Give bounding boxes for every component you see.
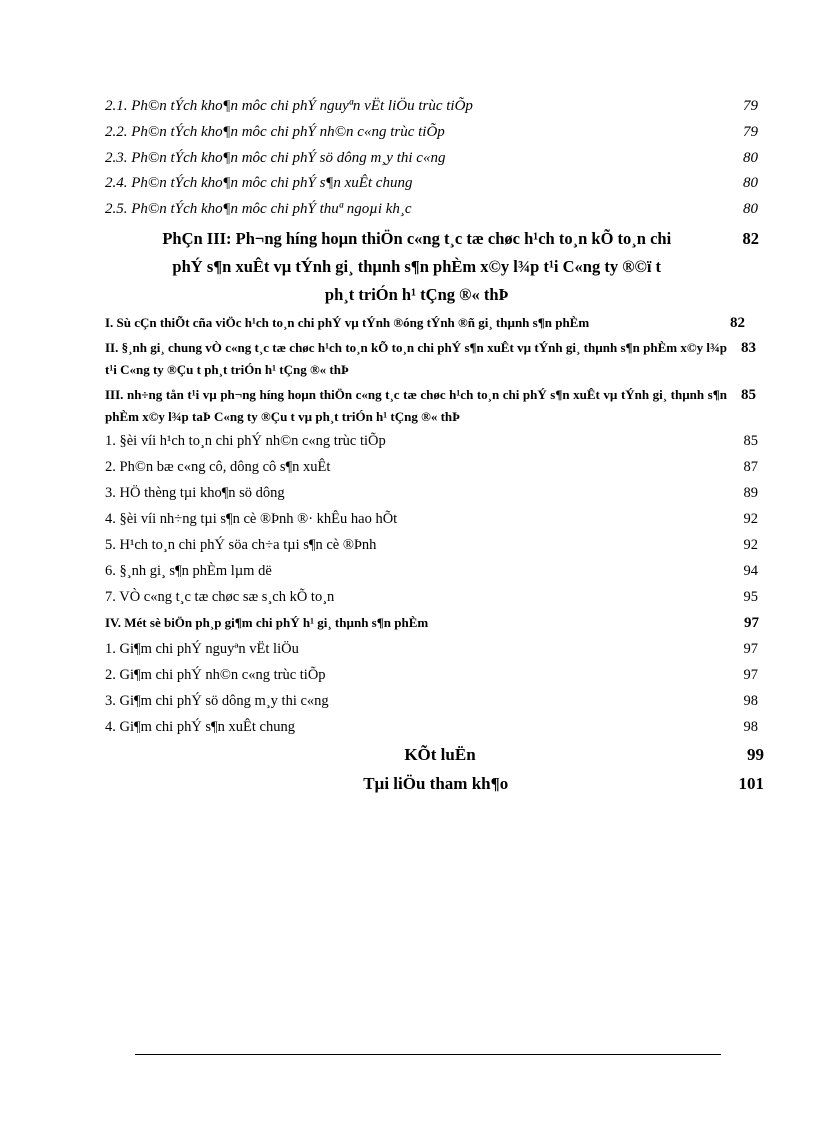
- footer-divider: [135, 1054, 721, 1055]
- toc-entry-title: 2.5. Ph©n tÝch kho¶n môc chi phÝ thuª ngoµi kh¸c: [105, 201, 412, 218]
- toc-entry: [105, 171, 767, 197]
- toc-entry-page: 80: [743, 175, 758, 192]
- toc-part-line: phÝ s¶n xuÊt vµ tÝnh gi¸ thµnh s¶n phÈm x©y l¾p t¹i C«ng ty ®©ï t: [172, 256, 662, 276]
- toc-part-page: 82: [742, 228, 759, 248]
- toc-item: [105, 532, 767, 558]
- toc-item-page: 98: [743, 718, 758, 735]
- toc-section-page: 85: [741, 386, 756, 403]
- toc-item-title: 4. Gi¶m chi phÝ s¶n xuÊt chung: [105, 718, 295, 735]
- toc-item-title: 4. §èi víi nh÷ng tµi s¶n cè ®Þnh ®· khÊu hao hÕt: [105, 510, 398, 527]
- toc-item-title: 7. VÒ c«ng t¸c tæ chøc sæ s¸ch kÕ to¸n: [105, 588, 335, 605]
- toc-item: [105, 662, 767, 688]
- toc-section: [105, 384, 767, 428]
- toc-section-page: 97: [744, 614, 759, 631]
- toc-entry-title: 2.3. Ph©n tÝch kho¶n môc chi phÝ sö dông m¸y thi c«ng: [105, 149, 446, 166]
- toc-item: [105, 480, 767, 506]
- toc-item-title: 1. §èi víi h¹ch to¸n chi phÝ nh©n c«ng trùc tiÕp: [105, 432, 386, 449]
- toc-references: [105, 769, 767, 798]
- toc-section-title: IV. Mét sè biÖn ph¸p gi¶m chi phÝ h¹ gi¸ thµnh s¶n phÈm: [105, 614, 429, 630]
- toc-conclusion-page: 99: [747, 744, 764, 764]
- toc-section-title: III. nh÷ng tån t¹i vµ ph¬ng híng hoµn thiÖn c«ng t¸c tæ chøc h¹ch to¸n chi phÝ s¶n xuÊt vµ tÝnh gi¸ thµnh s¶n phÈm x©y l¾p taÞ C«ng ty ®Çu t vµ ph¸t triÓn h¹ tÇng ®« thÞ: [105, 386, 727, 424]
- table-of-contents: [105, 94, 767, 798]
- toc-entry-page: 80: [743, 201, 758, 218]
- toc-item-page: 95: [743, 588, 758, 605]
- toc-item-page: 94: [743, 562, 758, 579]
- toc-item: [105, 454, 767, 480]
- toc-item-page: 97: [743, 640, 758, 657]
- toc-part-line: PhÇn III: Ph¬ng híng hoµn thiÖn c«ng t¸c tæ chøc h¹ch to¸n kÕ to¸n chi: [162, 228, 672, 248]
- toc-item-title: 2. Ph©n bæ c«ng cô, dông cô s¶n xuÊt: [105, 458, 331, 475]
- toc-entry-page: 79: [743, 123, 758, 140]
- toc-references-page: 101: [738, 773, 764, 793]
- toc-conclusion-title: KÕt luËn: [404, 744, 476, 764]
- toc-item-page: 89: [743, 484, 758, 501]
- toc-item-page: 87: [743, 458, 758, 475]
- toc-entry: [105, 94, 767, 120]
- toc-section-page: 83: [741, 339, 756, 356]
- toc-entry-page: 80: [743, 149, 758, 166]
- toc-entry: [105, 197, 767, 223]
- toc-entry-title: 2.2. Ph©n tÝch kho¶n môc chi phÝ nh©n c«ng trùc tiÕp: [105, 123, 445, 140]
- toc-references-title: Tµi liÖu tham kh¶o: [363, 773, 509, 793]
- toc-item-page: 97: [743, 666, 758, 683]
- toc-section-page: 82: [730, 314, 745, 331]
- toc-entry-title: 2.1. Ph©n tÝch kho¶n môc chi phÝ nguyªn vËt liÖu trùc tiÕp: [105, 98, 473, 114]
- toc-item-title: 5. H¹ch to¸n chi phÝ söa ch÷a tµi s¶n cè ®Þnh: [105, 536, 377, 553]
- toc-item-page: 92: [743, 510, 758, 527]
- toc-item: [105, 688, 767, 714]
- toc-part-line: ph¸t triÓn h¹ tÇng ®« thÞ: [324, 284, 509, 304]
- toc-item: [105, 558, 767, 584]
- toc-entry-page: 79: [743, 98, 758, 114]
- toc-item-page: 85: [743, 432, 758, 449]
- toc-item-page: 98: [743, 692, 758, 709]
- toc-item: [105, 714, 767, 740]
- toc-item-page: 92: [743, 536, 758, 553]
- toc-item-title: 1. Gi¶m chi phÝ nguyªn vËt liÖu: [105, 640, 299, 657]
- toc-item: [105, 584, 767, 610]
- toc-item-title: 3. HÖ thèng tµi kho¶n sö dông: [105, 484, 285, 501]
- toc-item: [105, 428, 767, 454]
- toc-section: [105, 610, 767, 636]
- toc-item: [105, 636, 767, 662]
- toc-entry-title: 2.4. Ph©n tÝch kho¶n môc chi phÝ s¶n xuÊt chung: [105, 175, 413, 192]
- toc-item: [105, 506, 767, 532]
- toc-item-title: 3. Gi¶m chi phÝ sö dông m¸y thi c«ng: [105, 692, 329, 709]
- toc-entry: [105, 120, 767, 146]
- toc-item-title: 2. Gi¶m chi phÝ nh©n c«ng trùc tiÕp: [105, 666, 326, 683]
- toc-item-title: 6. §¸nh gi¸ s¶n phÈm lµm dë: [105, 562, 272, 579]
- toc-part-title: [105, 225, 743, 309]
- toc-conclusion: [105, 740, 767, 769]
- toc-entry: [105, 146, 767, 172]
- toc-part-heading: [105, 225, 767, 309]
- toc-section: [105, 312, 767, 334]
- toc-section: [105, 337, 767, 381]
- toc-section-title: II. §¸nh gi¸ chung vÒ c«ng t¸c tæ chøc h¹ch to¸n kÕ to¸n chi phÝ s¶n xuÊt vµ tÝnh gi¸ thµnh s¶n phÈm x©y l¾p t¹i C«ng ty ®Çu t ph¸t triÓn h¹ tÇng ®« thÞ: [105, 339, 727, 377]
- toc-section-title: I. Sù cÇn thiÕt cña viÖc h¹ch to¸n chi phÝ vµ tÝnh ®óng tÝnh ®ñ gi¸ thµnh s¶n phÈm: [105, 314, 590, 330]
